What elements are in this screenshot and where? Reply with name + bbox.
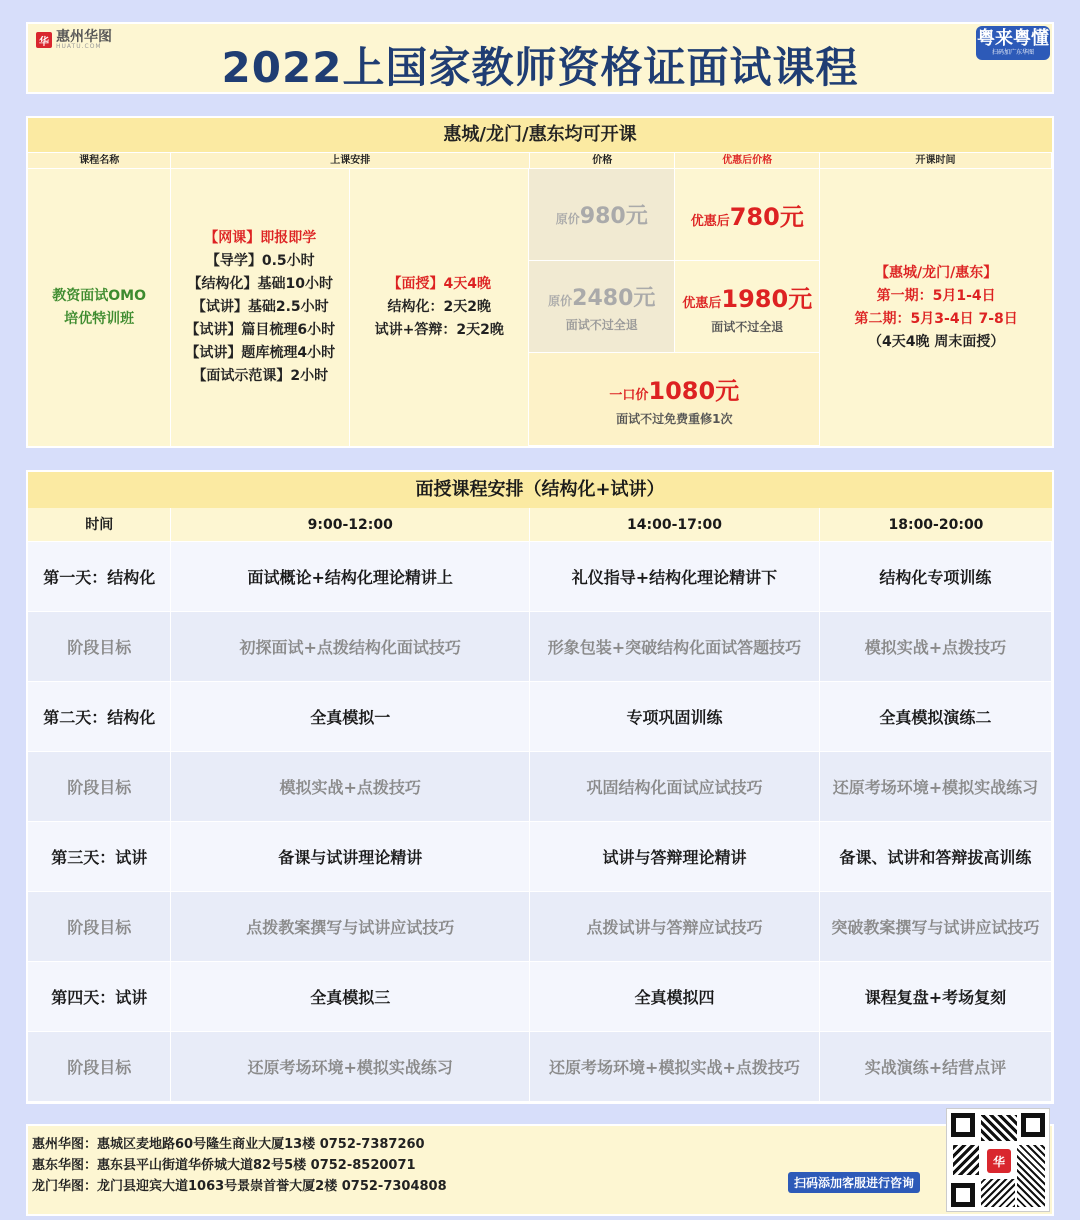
yuelaiyuedong-badge xyxy=(976,26,1050,60)
online-line: 【试讲】篇目梳理6小时 xyxy=(185,322,336,338)
footer-contact xyxy=(26,1124,1054,1216)
table-row xyxy=(28,542,1052,612)
header-schedule: 上课安排 xyxy=(171,153,530,168)
time-line: 【惠城/龙门/惠东】 xyxy=(875,264,998,281)
table-cell: 突破教案撰写与试讲应试技巧 xyxy=(820,892,1052,961)
address-line: 龙门华图：龙门县迎宾大道1063号景崇首誉大厦2楼 0752-7304808 xyxy=(32,1179,447,1194)
schedule-header-cell: 14:00-17:00 xyxy=(530,508,820,541)
orig-note: 面试不过全退 xyxy=(565,317,638,332)
address-line: 惠州华图：惠城区麦地路60号隆生商业大厦13楼 0752-7387260 xyxy=(32,1137,425,1152)
row-label: 第一天：结构化 xyxy=(28,542,171,611)
address-line: 惠东华图：惠东县平山街道华侨城大道82号5楼 0752-8520071 xyxy=(32,1158,416,1173)
table-cell: 模拟实战+点拨技巧 xyxy=(820,612,1052,681)
table-cell: 全真模拟四 xyxy=(530,962,820,1031)
schedule-title: 面授课程安排（结构化+试讲） xyxy=(28,472,1052,508)
table-cell: 试讲与答辩理论精讲 xyxy=(530,822,820,891)
qr-center-logo: 华 xyxy=(987,1149,1011,1173)
table-cell: 礼仪指导+结构化理论精讲下 xyxy=(530,542,820,611)
table-cell: 形象包装+突破结构化面试答题技巧 xyxy=(530,612,820,681)
header-promo-price: 优惠后价格 xyxy=(675,153,819,168)
price2-promo xyxy=(675,261,820,353)
header-price: 价格 xyxy=(530,153,675,168)
schedule-header-cell: 18:00-20:00 xyxy=(888,517,984,533)
price1-original xyxy=(529,169,675,261)
table-cell: 课程复盘+考场复刻 xyxy=(820,962,1052,1031)
time-line: 第一期：5月1-4日 xyxy=(876,287,996,304)
logo-icon: 华 xyxy=(36,32,52,48)
online-line: 【导学】0.5小时 xyxy=(205,253,315,269)
promo-note: 面试不过全退 xyxy=(711,319,784,334)
logo-sub: HUATU.COM xyxy=(56,43,102,50)
promo-value: 1980元 xyxy=(721,284,813,313)
table-cell: 点拨教案撰写与试讲应试技巧 xyxy=(171,892,530,961)
table-cell: 还原考场环境+模拟实战练习 xyxy=(820,752,1052,821)
online-line: 【试讲】基础2.5小时 xyxy=(191,299,329,315)
promo-label: 优惠后 xyxy=(682,295,722,311)
row-label: 阶段目标 xyxy=(28,752,171,821)
course-name-line: 培优特训班 xyxy=(64,310,135,327)
table-cell: 点拨试讲与答辩应试技巧 xyxy=(530,892,820,961)
price1-promo xyxy=(675,169,820,261)
time-line: （4天4晚 周末面授） xyxy=(867,333,1005,350)
table-cell: 还原考场环境+模拟实战+点拨技巧 xyxy=(530,1032,820,1101)
table-cell: 备课与试讲理论精讲 xyxy=(171,822,530,891)
offline-line: 试讲+答辩：2天2晚 xyxy=(374,322,504,338)
row-label: 第二天：结构化 xyxy=(28,682,171,751)
row-label: 阶段目标 xyxy=(28,1032,171,1101)
price3-flat xyxy=(529,353,820,446)
price-grid xyxy=(529,169,820,446)
header-course-name: 课程名称 xyxy=(28,153,171,168)
table-cell: 面试概论+结构化理论精讲上 xyxy=(171,542,530,611)
table-cell: 结构化专项训练 xyxy=(820,542,1052,611)
table-row xyxy=(28,682,1052,752)
badge-main: 粤来粤懂 xyxy=(977,28,1049,49)
row-label: 第四天：试讲 xyxy=(28,962,171,1031)
row-label: 阶段目标 xyxy=(28,612,171,681)
table-cell: 实战演练+结营点评 xyxy=(820,1032,1052,1101)
table-cell: 备课、试讲和答辩拔高训练 xyxy=(820,822,1052,891)
table-cell: 模拟实战+点拨技巧 xyxy=(171,752,530,821)
header-banner xyxy=(26,22,1054,94)
time-line: 第二期：5月3-4日 7-8日 xyxy=(854,310,1018,327)
orig-value: 980元 xyxy=(579,204,648,229)
promo-label: 优惠后 xyxy=(690,214,730,229)
table-row xyxy=(28,822,1052,892)
address-list xyxy=(32,1134,447,1197)
course-table-header xyxy=(28,152,1052,169)
offline-schedule-cell xyxy=(350,169,529,446)
table-row xyxy=(28,1032,1052,1102)
orig-label: 原价 xyxy=(555,212,580,226)
row-label: 阶段目标 xyxy=(28,892,171,961)
price2-original xyxy=(529,261,675,353)
table-cell: 还原考场环境+模拟实战练习 xyxy=(171,1032,530,1101)
online-line: 【结构化】基础10小时 xyxy=(187,276,333,292)
table-cell: 初探面试+点拨结构化面试技巧 xyxy=(171,612,530,681)
table-row xyxy=(28,752,1052,822)
table-row xyxy=(28,962,1052,1032)
course-table-title: 惠城/龙门/惠东均可开课 xyxy=(28,118,1052,152)
online-line: 【网课】即报即学 xyxy=(204,230,317,246)
table-cell: 全真模拟演练二 xyxy=(820,682,1052,751)
table-row xyxy=(28,612,1052,682)
online-schedule-cell xyxy=(171,169,350,446)
logo-name: 惠州华图 xyxy=(56,29,112,45)
promo-value: 780元 xyxy=(729,203,804,231)
table-row xyxy=(28,892,1052,962)
orig-value: 2480元 xyxy=(572,285,656,311)
schedule-header-cell: 时间 xyxy=(28,508,171,541)
flat-value: 1080元 xyxy=(648,377,740,405)
table-cell: 巩固结构化面试应试技巧 xyxy=(530,752,820,821)
course-name-line: 教资面试OMO xyxy=(52,287,146,304)
page-title: 2022上国家教师资格证面试课程 xyxy=(221,43,859,92)
table-cell: 全真模拟一 xyxy=(171,682,530,751)
scan-tip: 扫码添加客服进行咨询 xyxy=(788,1172,920,1193)
flat-label: 一口价 xyxy=(609,388,649,403)
qr-code-icon[interactable] xyxy=(946,1108,1050,1212)
row-label: 第三天：试讲 xyxy=(28,822,171,891)
course-name-cell xyxy=(28,169,171,446)
flat-note: 面试不过免费重修1次 xyxy=(616,412,733,426)
schedule-table xyxy=(26,470,1054,1104)
offline-line: 【面授】4天4晚 xyxy=(387,276,491,292)
badge-sub: 扫码加广东华图 xyxy=(991,49,1034,56)
online-line: 【试讲】题库梳理4小时 xyxy=(185,345,336,361)
offline-line: 结构化：2天2晚 xyxy=(387,299,491,315)
table-cell: 全真模拟三 xyxy=(171,962,530,1031)
orig-label: 原价 xyxy=(548,293,573,308)
course-table xyxy=(26,116,1054,448)
header-start-time: 开课时间 xyxy=(820,153,1052,168)
schedule-header xyxy=(28,508,1052,542)
schedule-header-cell: 9:00-12:00 xyxy=(171,508,530,541)
start-time-cell xyxy=(820,169,1052,446)
online-line: 【面试示范课】2小时 xyxy=(192,368,329,384)
table-cell: 专项巩固训练 xyxy=(530,682,820,751)
